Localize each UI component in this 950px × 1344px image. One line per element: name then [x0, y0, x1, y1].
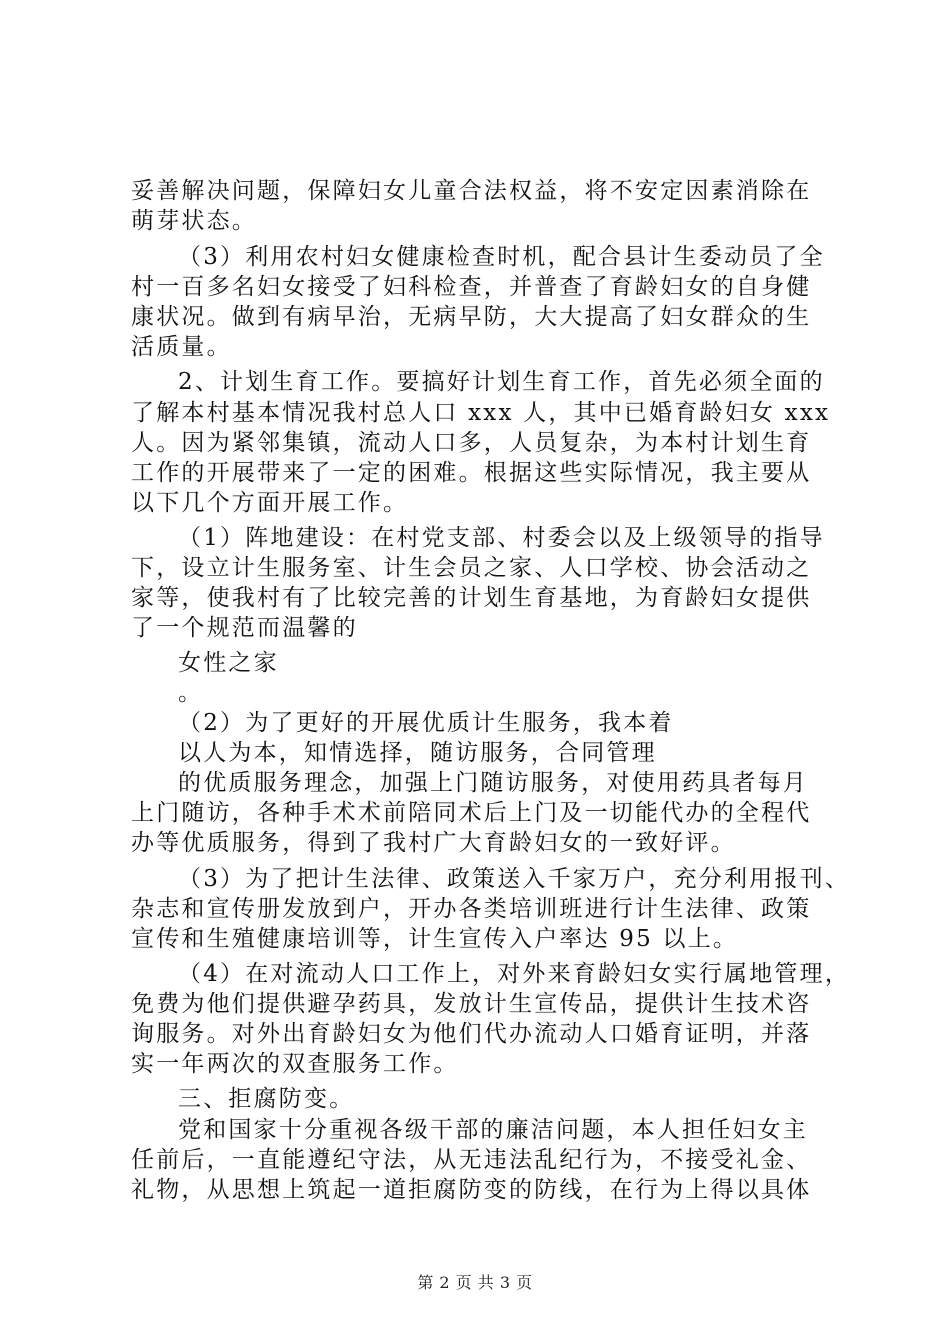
text-line: 三、拒腐防变。 — [178, 1086, 355, 1112]
text-line: 。 — [178, 680, 204, 706]
text-line: 以下几个方面开展工作。 — [131, 490, 409, 516]
text-line: 杂志和宣传册发放到户，开办各类培训班进行计生法律、政策 — [131, 896, 812, 922]
text-line: 2、计划生育工作。要搞好计划生育工作，首先必须全面的 — [178, 369, 825, 395]
text-line: 党和国家十分重视各级干部的廉洁问题，本人担任妇女主 — [178, 1117, 808, 1143]
text-line: 任前后，一直能遵纪守法，从无违法乱纪行为，不接受礼金、 — [131, 1147, 812, 1173]
text-line: 宣传和生殖健康培训等，计生宣传入户率达 95 以上。 — [131, 926, 739, 952]
text-line: 活质量。 — [131, 334, 232, 360]
text-line: 免费为他们提供避孕药具，发放计生宣传品，提供计生技术咨 — [131, 991, 812, 1017]
text-line: 礼物，从思想上筑起一道拒腐防变的防线，在行为上得以具体 — [131, 1177, 812, 1203]
text-line: 女性之家 — [178, 650, 279, 676]
text-line: （1）阵地建设：在村党支部、村委会以及上级领导的指导 — [178, 525, 825, 551]
text-line: 询服务。对外出育龄妇女为他们代办流动人口婚育证明，并落 — [131, 1021, 812, 1047]
text-line: （3）为了把计生法律、政策送入千家万户，充分利用报刊、 — [178, 866, 851, 892]
text-line: 实一年两次的双查服务工作。 — [131, 1051, 459, 1077]
text-line: （3）利用农村妇女健康检查时机，配合县计生委动员了全 — [178, 244, 825, 270]
text-line: 的优质服务理念，加强上门随访服务，对使用药具者每月 — [178, 770, 808, 796]
text-line: 村一百多名妇女接受了妇科检查，并普查了育龄妇女的自身健 — [131, 274, 812, 300]
text-line: 办等优质服务，得到了我村广大育龄妇女的一致好评。 — [131, 830, 736, 856]
text-line: 萌芽状态。 — [131, 208, 257, 234]
text-line: 了一个规范而温馨的 — [131, 615, 358, 641]
text-line: 以人为本，知情选择，随访服务，合同管理 — [178, 740, 657, 766]
text-line: 家等，使我村有了比较完善的计划生育基地，为育龄妇女提供 — [131, 585, 812, 611]
text-line: 妥善解决问题，保障妇女儿童合法权益，将不安定因素消除在 — [131, 178, 812, 204]
text-line: 康状况。做到有病早治，无病早防，大大提高了妇女群众的生 — [131, 304, 812, 330]
text-line: （4）在对流动人口工作上，对外来育龄妇女实行属地管理， — [178, 961, 851, 987]
text-line: 上门随访，各种手术术前陪同术后上门及一切能代办的全程代 — [131, 800, 812, 826]
text-line: 了解本村基本情况我村总人口 xxx 人，其中已婚育龄妇女 xxx — [131, 400, 831, 426]
text-line: 工作的开展带来了一定的困难。根据这些实际情况，我主要从 — [131, 460, 812, 486]
text-line: 下，设立计生服务室、计生会员之家、人口学校、协会活动之 — [131, 555, 812, 581]
text-line: 人。因为紧邻集镇，流动人口多，人员复杂，为本村计划生育 — [131, 430, 812, 456]
page-number-footer: 第 2 页 共 3 页 — [417, 1273, 533, 1292]
text-line: （2）为了更好的开展优质计生服务，我本着 — [178, 710, 674, 736]
